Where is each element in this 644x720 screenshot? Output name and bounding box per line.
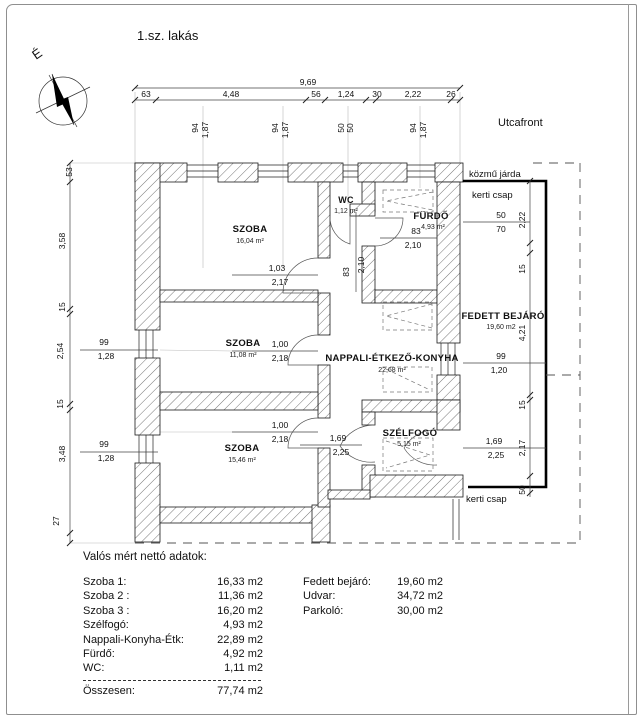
dim-left-window2-h: 1,28 bbox=[97, 453, 115, 463]
dim-left-seg-2: 15 bbox=[57, 302, 67, 312]
dim-door-szoba3-w: 1,00 bbox=[271, 420, 289, 430]
dim-door-furdo-w: 83 bbox=[411, 226, 421, 236]
dim-door-szelfogo-w: 1,69 bbox=[329, 433, 347, 443]
dim-left-seg-6: 27 bbox=[51, 516, 61, 526]
room-fedett-name: FEDETT BEJÁRÓ bbox=[461, 311, 545, 322]
dim-top-seg-4: 30 bbox=[372, 89, 382, 99]
dim-right-seg-0: 15 bbox=[517, 264, 527, 274]
dim-window2-h: 1,87 bbox=[280, 121, 290, 139]
dim-door-szoba2-h: 2,18 bbox=[271, 353, 289, 363]
table-row bbox=[83, 633, 263, 647]
room-wc-name: WC bbox=[338, 195, 354, 205]
room-nappali-name: NAPPALI-ÉTKEZŐ-KONYHA bbox=[325, 353, 459, 364]
dim-door-szoba1-h: 2,17 bbox=[271, 277, 289, 287]
row-label: Fürdő: bbox=[83, 648, 115, 661]
dim-door-szoba1-w: 1,03 bbox=[268, 263, 286, 273]
room-wc-area: 1,12 m² bbox=[334, 208, 358, 215]
room-szelfogo-name: SZÉLFOGÓ bbox=[382, 428, 438, 439]
room-nappali-area: 22,68 m² bbox=[378, 367, 406, 374]
dim-top-seg-6: 26 bbox=[446, 89, 456, 99]
table-separator bbox=[83, 680, 261, 681]
dim-window1-h: 1,87 bbox=[200, 121, 210, 139]
dim-entry-door-h: 2,25 bbox=[487, 450, 505, 460]
dim-top-seg-5: 2,22 bbox=[404, 89, 422, 99]
dim-window1-w: 94 bbox=[190, 123, 200, 133]
row-value: 1,11 m2 bbox=[224, 662, 263, 675]
row-label: Fedett bejáró: bbox=[303, 576, 371, 588]
dim-left-seg-4: 15 bbox=[55, 399, 65, 409]
row-value: 19,60 m2 bbox=[397, 576, 443, 588]
compass-label: É bbox=[29, 45, 45, 63]
row-value: 4,93 m2 bbox=[223, 619, 263, 632]
row-label: Szoba 3 : bbox=[83, 604, 130, 617]
dim-window3-w: 50 bbox=[336, 123, 346, 133]
room-szoba3-name: SZOBA bbox=[224, 443, 260, 454]
dim-fedett-opening-w: 99 bbox=[496, 351, 506, 361]
dim-left-window2-w: 99 bbox=[99, 439, 109, 449]
table-row bbox=[83, 589, 263, 603]
dim-door-wc-w: 83 bbox=[341, 267, 351, 277]
room-szoba3-area: 15,46 m² bbox=[228, 457, 256, 464]
row-label: Szoba 2 : bbox=[83, 590, 130, 603]
table-row bbox=[83, 618, 263, 632]
row-value: 16,20 m2 bbox=[217, 604, 263, 617]
row-label: WC: bbox=[83, 662, 105, 675]
kerti-csap-top-label: kerti csap bbox=[472, 190, 513, 201]
row-label: Parkoló: bbox=[303, 604, 344, 617]
room-szoba2-area: 11,08 m² bbox=[229, 352, 257, 359]
dim-top-total: 9,69 bbox=[299, 77, 317, 87]
table-row bbox=[83, 604, 263, 618]
dim-top-seg-3: 1,24 bbox=[337, 89, 355, 99]
dim-top-seg-0: 63 bbox=[141, 89, 151, 99]
row-label: Szoba 1: bbox=[83, 576, 127, 588]
dim-window4-h: 1,87 bbox=[418, 121, 428, 139]
compass-north-icon bbox=[29, 45, 90, 127]
room-szoba1-area: 16,04 m² bbox=[236, 238, 264, 245]
dim-left-seg-1: 3,58 bbox=[57, 232, 67, 250]
room-szoba1-name: SZOBA bbox=[232, 224, 268, 235]
dim-window3-h: 50 bbox=[345, 123, 355, 133]
total-label: Összesen: bbox=[83, 684, 135, 697]
row-label: Nappali-Konyha-Étk: bbox=[83, 633, 184, 646]
table-total-row bbox=[83, 684, 263, 698]
kozmu-jarda-label: közmű járda bbox=[469, 169, 521, 180]
room-szelfogo-area: 5,15 m² bbox=[397, 441, 421, 448]
dim-left-window1-w: 99 bbox=[99, 337, 109, 347]
table-row bbox=[303, 575, 443, 589]
table-row bbox=[303, 589, 443, 603]
row-label: Udvar: bbox=[303, 590, 336, 603]
row-value: 4,92 m2 bbox=[223, 648, 263, 661]
dim-right-seg-3: 2,17 bbox=[517, 439, 527, 457]
dim-left-seg-5: 3,48 bbox=[57, 445, 67, 463]
dim-top-seg-1: 4,48 bbox=[222, 89, 240, 99]
dim-right-top-w: 50 bbox=[496, 210, 506, 220]
dim-left-window1-h: 1,28 bbox=[97, 351, 115, 361]
dim-top-seg-2: 56 bbox=[311, 89, 321, 99]
dim-right-top-h: 70 bbox=[496, 224, 506, 234]
row-value: 34,72 m2 bbox=[397, 590, 443, 603]
area-table-left bbox=[83, 575, 263, 698]
dim-right-top: 2,22 bbox=[517, 211, 527, 229]
dim-door-szoba2-w: 1,00 bbox=[271, 339, 289, 349]
table-heading: Valós mért nettó adatok: bbox=[83, 551, 207, 563]
table-row bbox=[83, 661, 263, 675]
dim-right-seg-1: 4,21 bbox=[517, 324, 527, 342]
dim-window4-w: 94 bbox=[408, 123, 418, 133]
table-row bbox=[83, 575, 263, 589]
table-row bbox=[303, 604, 443, 618]
room-furdo-area: 4,93 m² bbox=[421, 224, 445, 231]
kerti-csap-bottom-label: kerti csap bbox=[466, 494, 507, 505]
dim-entry-door-w: 1,69 bbox=[485, 436, 503, 446]
room-fedett-area: 19,60 m2 bbox=[486, 324, 516, 331]
row-value: 11,36 m2 bbox=[217, 590, 263, 603]
dim-right-seg-2: 15 bbox=[517, 400, 527, 410]
dim-door-szoba3-h: 2,18 bbox=[271, 434, 289, 444]
room-szoba2-name: SZOBA bbox=[225, 338, 261, 349]
dim-door-wc-h: 2,10 bbox=[356, 256, 366, 274]
dim-right-seg-4: 50 bbox=[517, 485, 527, 495]
dim-fedett-opening-h: 1,20 bbox=[490, 365, 508, 375]
room-furdo-name: FÜRDŐ bbox=[413, 211, 449, 222]
area-table-right bbox=[303, 575, 443, 618]
dim-window2-w: 94 bbox=[270, 123, 280, 133]
dim-left-seg-0: 53 bbox=[64, 167, 74, 177]
row-value: 30,00 m2 bbox=[397, 604, 443, 617]
row-label: Szélfogó: bbox=[83, 619, 129, 632]
table-row bbox=[83, 647, 263, 661]
dim-door-furdo-h: 2,10 bbox=[404, 240, 422, 250]
street-label: Utcafront bbox=[498, 117, 543, 129]
dim-left-seg-3: 2,54 bbox=[55, 342, 65, 360]
row-value: 22,89 m2 bbox=[217, 633, 263, 646]
row-value: 16,33 m2 bbox=[217, 576, 263, 588]
sheet-title: 1.sz. lakás bbox=[137, 28, 199, 43]
dim-door-szelfogo-h: 2,25 bbox=[332, 447, 350, 457]
total-value: 77,74 m2 bbox=[217, 684, 263, 697]
